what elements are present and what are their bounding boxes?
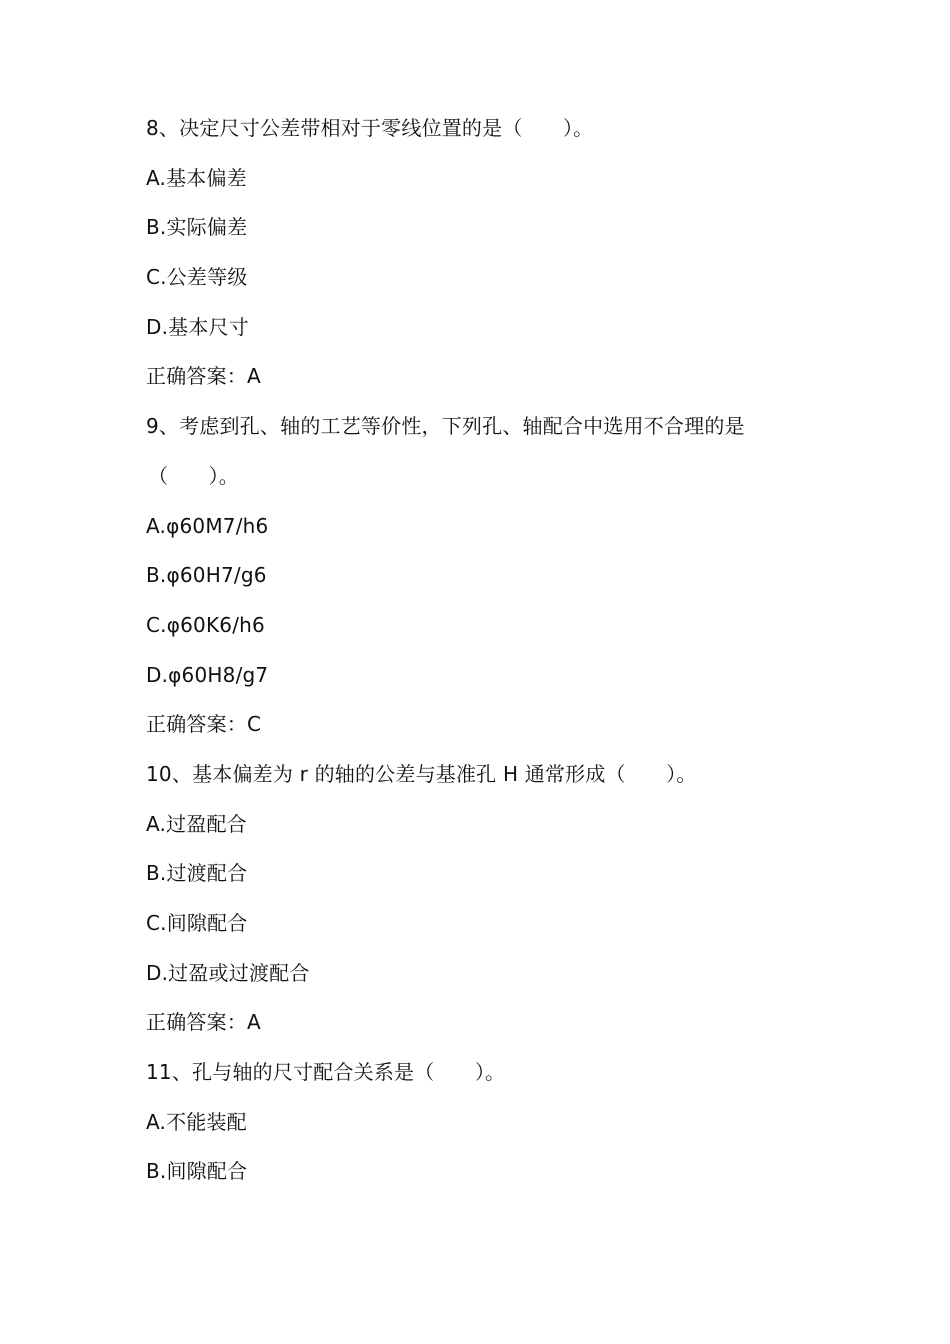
question-stem: 10、基本偏差为 r 的轴的公差与基准孔 H 通常形成（ ）。 — [146, 761, 697, 786]
question-10 — [146, 750, 826, 1048]
question-stem: 11、孔与轴的尺寸配合关系是（ ）。 — [146, 1060, 506, 1085]
option-c: C.φ60K6/h6 — [146, 612, 265, 637]
option-a: A.基本偏差 — [146, 165, 247, 190]
correct-answer: 正确答案：C — [146, 712, 262, 737]
question-11 — [146, 1048, 826, 1197]
option-d: D.过盈或过渡配合 — [146, 960, 310, 985]
option-d: D.基本尺寸 — [146, 314, 249, 339]
option-b: B.实际偏差 — [146, 215, 248, 240]
question-9 — [146, 402, 826, 750]
option-c: C.公差等级 — [146, 265, 248, 290]
question-stem-continuation: （ ）。 — [148, 463, 239, 488]
correct-answer: 正确答案：A — [146, 364, 261, 389]
option-c: C.间隙配合 — [146, 911, 248, 935]
option-a: A.过盈配合 — [146, 811, 247, 836]
option-b: B.间隙配合 — [146, 1159, 248, 1184]
option-d: D.φ60H8/g7 — [146, 662, 269, 687]
question-stem: 8、决定尺寸公差带相对于零线位置的是（ ）。 — [146, 116, 594, 140]
question-8 — [146, 104, 826, 402]
question-stem: 9、考虑到孔、轴的工艺等价性，下列孔、轴配合中选用不合理的是 — [146, 414, 745, 439]
correct-answer: 正确答案：A — [146, 1010, 261, 1035]
option-b: B.过渡配合 — [146, 861, 248, 886]
option-a: A.不能装配 — [146, 1109, 247, 1134]
question-list — [146, 104, 826, 1197]
option-b: B.φ60H7/g6 — [146, 563, 267, 588]
option-a: A.φ60M7/h6 — [146, 513, 269, 538]
